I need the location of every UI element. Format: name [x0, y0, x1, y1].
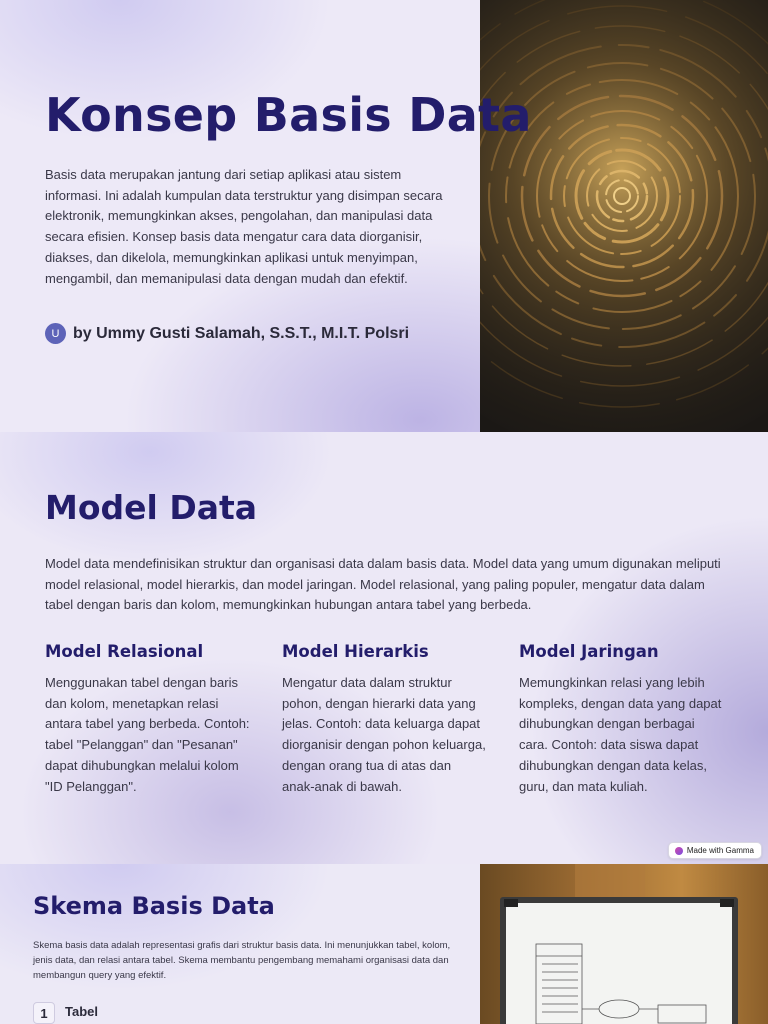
column-heading: Model Jaringan [519, 642, 659, 661]
column-text: Mengatur data dalam struktur pohon, dengan hierarki data yang jelas. Contoh: data keluarga dapat diorganisir dengan pohon keluarga, dengan orang tua di atas dan anak-anak di bawah. [282, 675, 486, 794]
slide-model-data [0, 432, 768, 864]
column-heading: Model Relasional [45, 642, 204, 661]
column-model-relasional [45, 642, 250, 797]
avatar: U [45, 323, 66, 344]
column-model-hierarkis [282, 642, 487, 797]
gamma-logo-icon [675, 847, 683, 855]
section-intro: Model data mendefinisikan struktur dan organisasi data dalam basis data. Model data yang umum digunakan meliputi model relasional, model hierarkis, dan model jaringan. Model relasional, yang paling populer, mengatur data dalam tabel dengan baris dan kolom, memungkinkan hubungan antara tabel yang berbeda. [45, 556, 721, 613]
slide-skema-basis-data [0, 864, 768, 1024]
whiteboard-image [480, 864, 768, 1024]
intro-paragraph: Basis data merupakan jantung dari setiap aplikasi atau sistem informasi. Ini adalah kumpulan data terstruktur yang disimpan secara elektronik, memungkinkan akses, pengolahan, dan manipulasi data secara efisien. Konsep basis data mengatur cara data diorganisir, diakses, dan dikelola, memungkinkan aplikasi untuk menyimpan, mengambil, dan memanipulasi data dengan mudah dan efektif. [45, 167, 443, 286]
column-model-jaringan [519, 642, 724, 797]
step-number: 1 [33, 1002, 55, 1024]
column-heading: Model Hierarkis [282, 642, 429, 661]
badge-label: Made with Gamma [686, 846, 754, 855]
section-intro: Skema basis data adalah representasi grafis dari struktur basis data. Ini menunjukkan tabel, kolom, jenis data, dan relasi antara tabel. Skema membantu pengembang memahami organisasi data dan membangun query yang efektif. [33, 940, 451, 981]
step-item [33, 1002, 98, 1024]
golden-spiral-image [480, 0, 768, 432]
slide-konsep-basis-data [0, 0, 768, 432]
author-line [45, 323, 409, 344]
made-with-gamma-badge[interactable] [668, 842, 762, 859]
author-name: by Ummy Gusti Salamah, S.S.T., M.I.T. Polsri [73, 324, 410, 342]
column-text: Memungkinkan relasi yang lebih kompleks, dengan data yang dapat dihubungkan dengan berbagai cara. Contoh: data siswa dapat dihubungkan dengan data kelas, guru, dan mata kuliah. [519, 675, 722, 794]
section-title: Skema Basis Data [33, 892, 275, 920]
section-title: Model Data [45, 488, 258, 527]
page-title: Konsep Basis Data [45, 88, 532, 142]
step-label: Tabel [65, 1003, 98, 1019]
column-text: Menggunakan tabel dengan baris dan kolom, menetapkan relasi antara tabel yang berbeda. Contoh: tabel "Pelanggan" dan "Pesanan" dapat dihubungkan melalui kolom "ID Pelanggan". [45, 675, 250, 794]
